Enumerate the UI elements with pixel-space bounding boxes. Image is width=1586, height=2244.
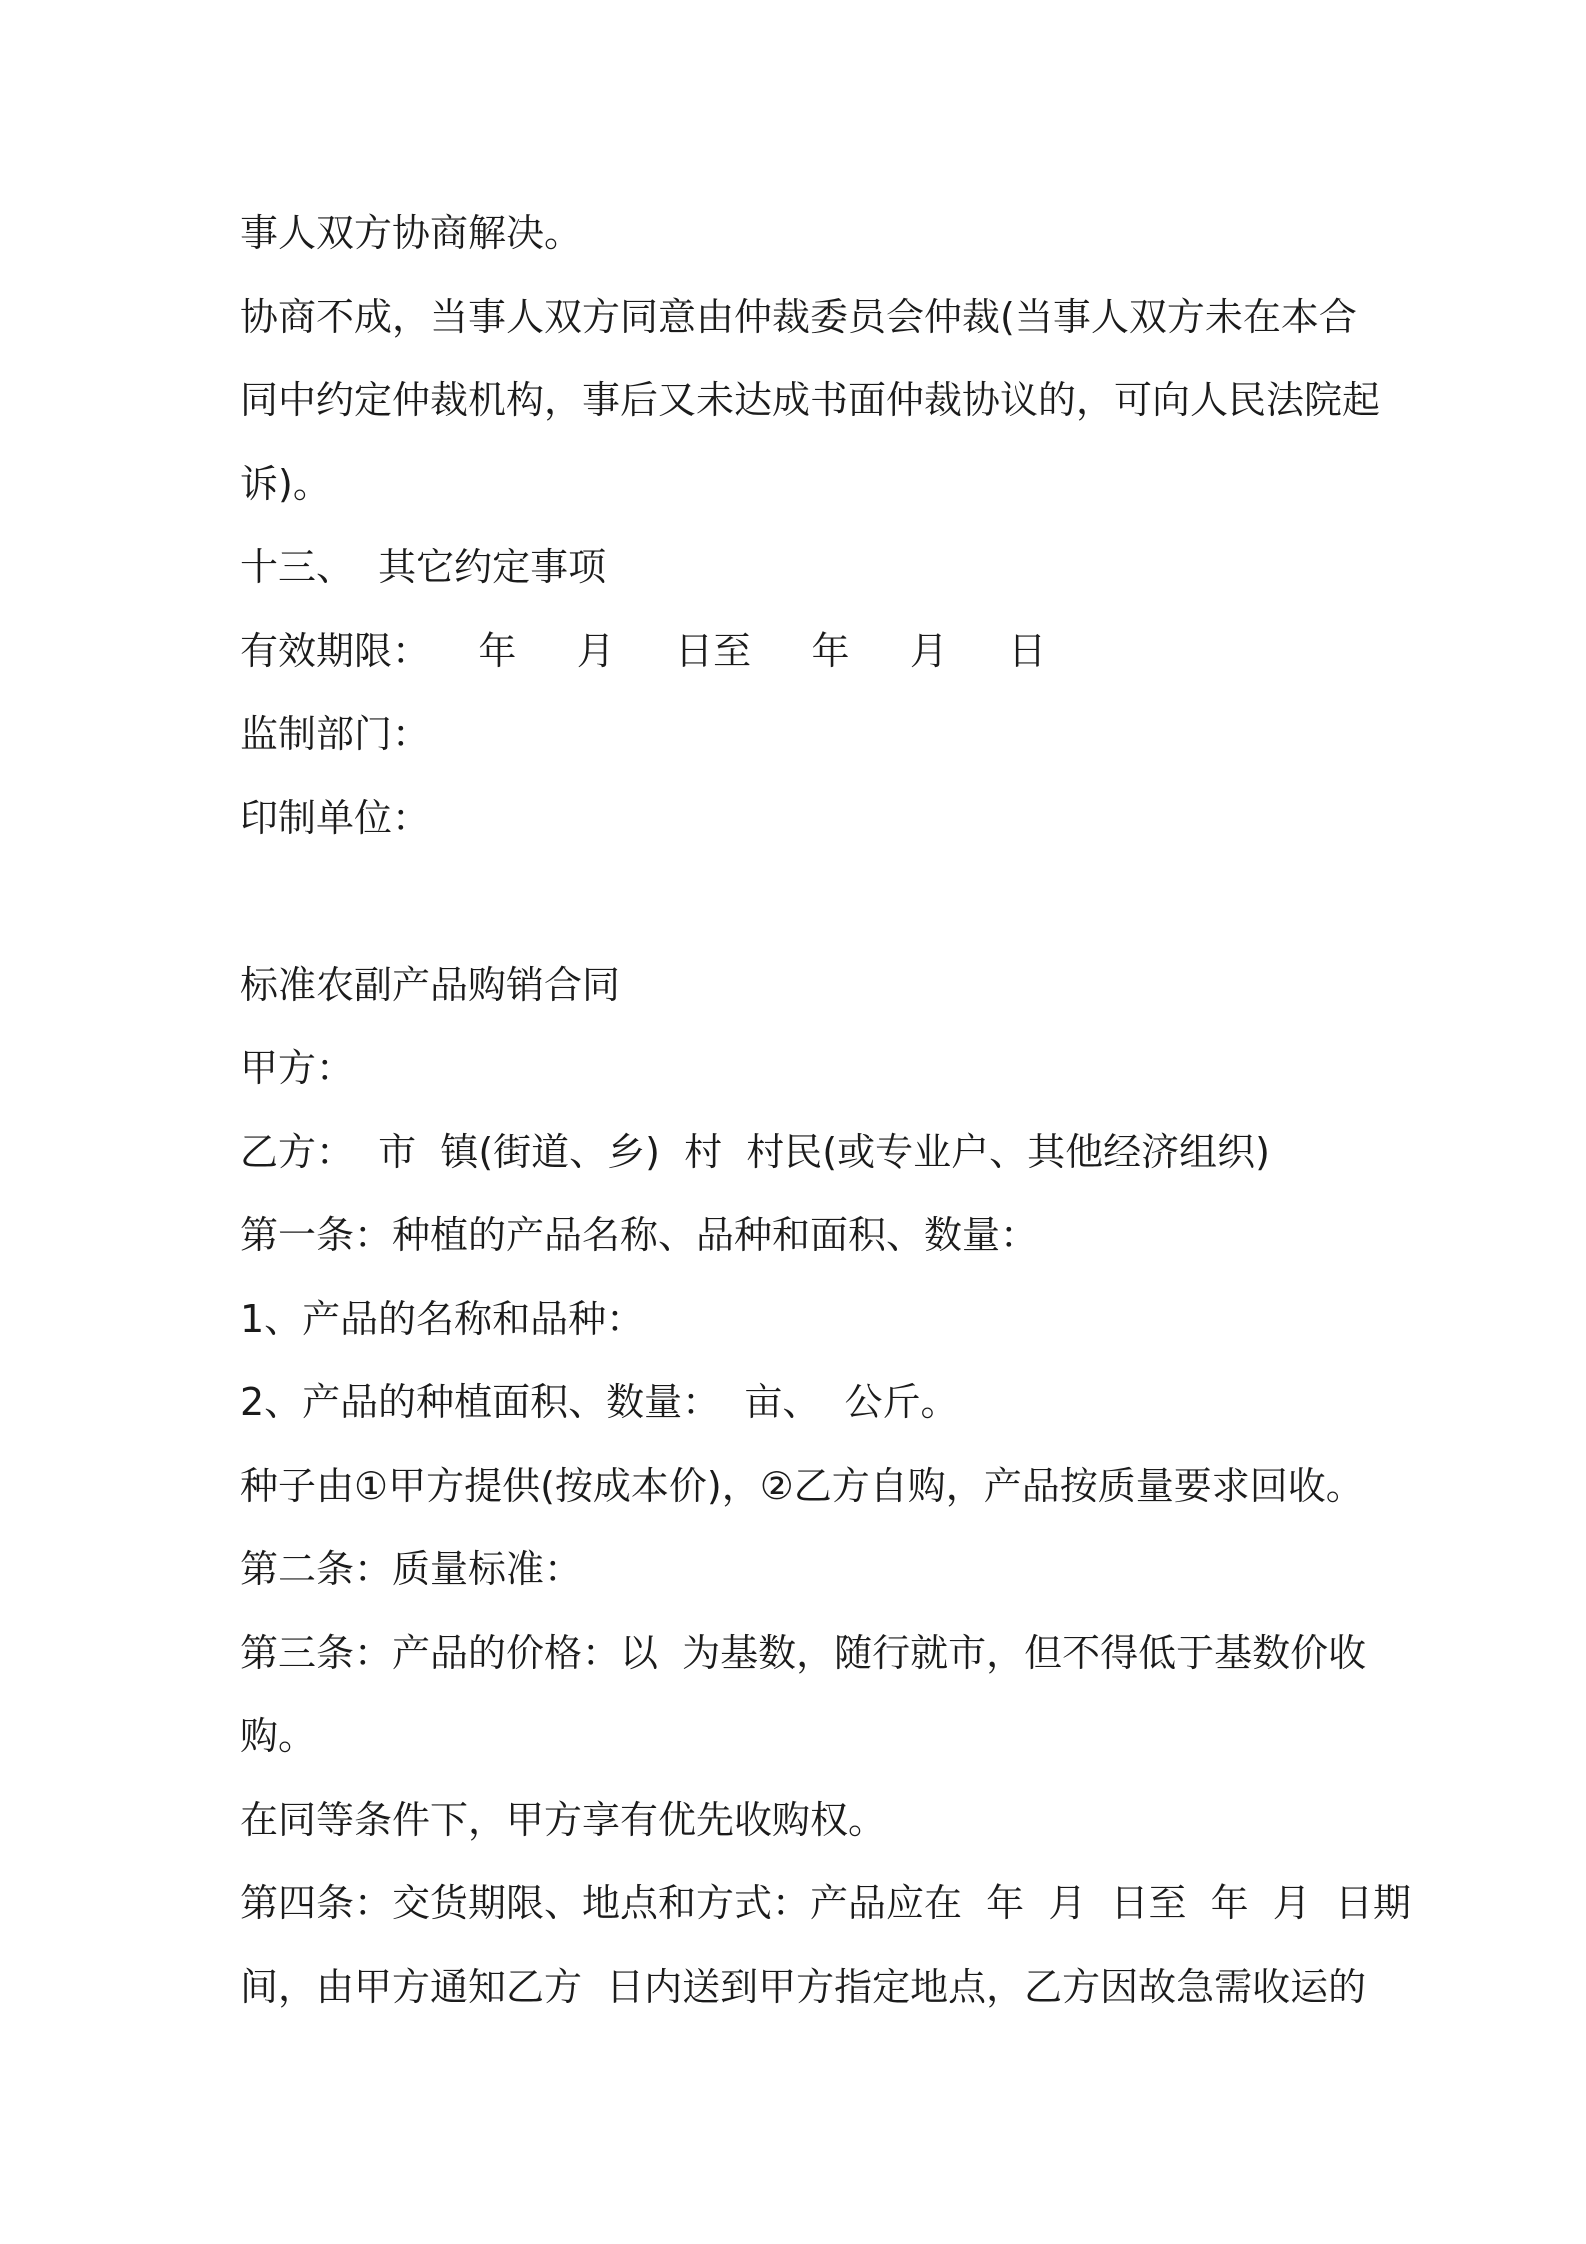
document-body bbox=[240, 202, 1411, 2039]
party-b-line: 乙方： 市 镇(街道、乡) 村 村民(或专业户、其他经济组织) bbox=[240, 1129, 1270, 1174]
text-line: 同中约定仲裁机构，事后又未达成书面仲裁协议的，可向人民法院起 bbox=[240, 378, 1381, 422]
text-line: 间，由甲方通知乙方 日内送到甲方指定地点，乙方因故急需收运的 bbox=[240, 1964, 1367, 2009]
blank-line bbox=[240, 870, 1370, 954]
article-1-heading: 第一条：种植的产品名称、品种和面积、数量： bbox=[240, 1213, 1039, 1257]
article-4-line: 第四条：交货期限、地点和方式：产品应在 年 月 日至 年 月 日期 bbox=[240, 1881, 1411, 1925]
validity-period-line: 有效期限： 年 月 日至 年 月 日 bbox=[240, 628, 1047, 673]
text-line: 1、产品的名称和品种： bbox=[240, 1296, 645, 1341]
text-line: 事人双方协商解决。 bbox=[240, 211, 583, 255]
article-3-line: 第三条：产品的价格：以 为基数，随行就市，但不得低于基数价收 bbox=[240, 1630, 1367, 1675]
text-line: 种子由①甲方提供(按成本价)，②乙方自购，产品按质量要求回收。 bbox=[240, 1463, 1364, 1508]
contract-title: 标准农副产品购销合同 bbox=[240, 962, 621, 1007]
text-line: 协商不成，当事人双方同意由仲裁委员会仲裁(当事人双方未在本合 bbox=[240, 294, 1357, 339]
text-line: 2、产品的种植面积、数量： 亩、 公斤。 bbox=[240, 1380, 959, 1424]
article-2-heading: 第二条：质量标准： bbox=[240, 1547, 583, 1591]
text-line: 诉)。 bbox=[240, 461, 331, 506]
text-line: 在同等条件下，甲方享有优先收购权。 bbox=[240, 1797, 887, 1842]
party-a-line: 甲方： bbox=[240, 1046, 355, 1090]
printing-unit-line: 印制单位： bbox=[240, 795, 431, 840]
section-heading: 十三、 其它约定事项 bbox=[240, 545, 607, 589]
supervising-department-line: 监制部门： bbox=[240, 712, 431, 756]
text-line: 购。 bbox=[240, 1714, 317, 1758]
